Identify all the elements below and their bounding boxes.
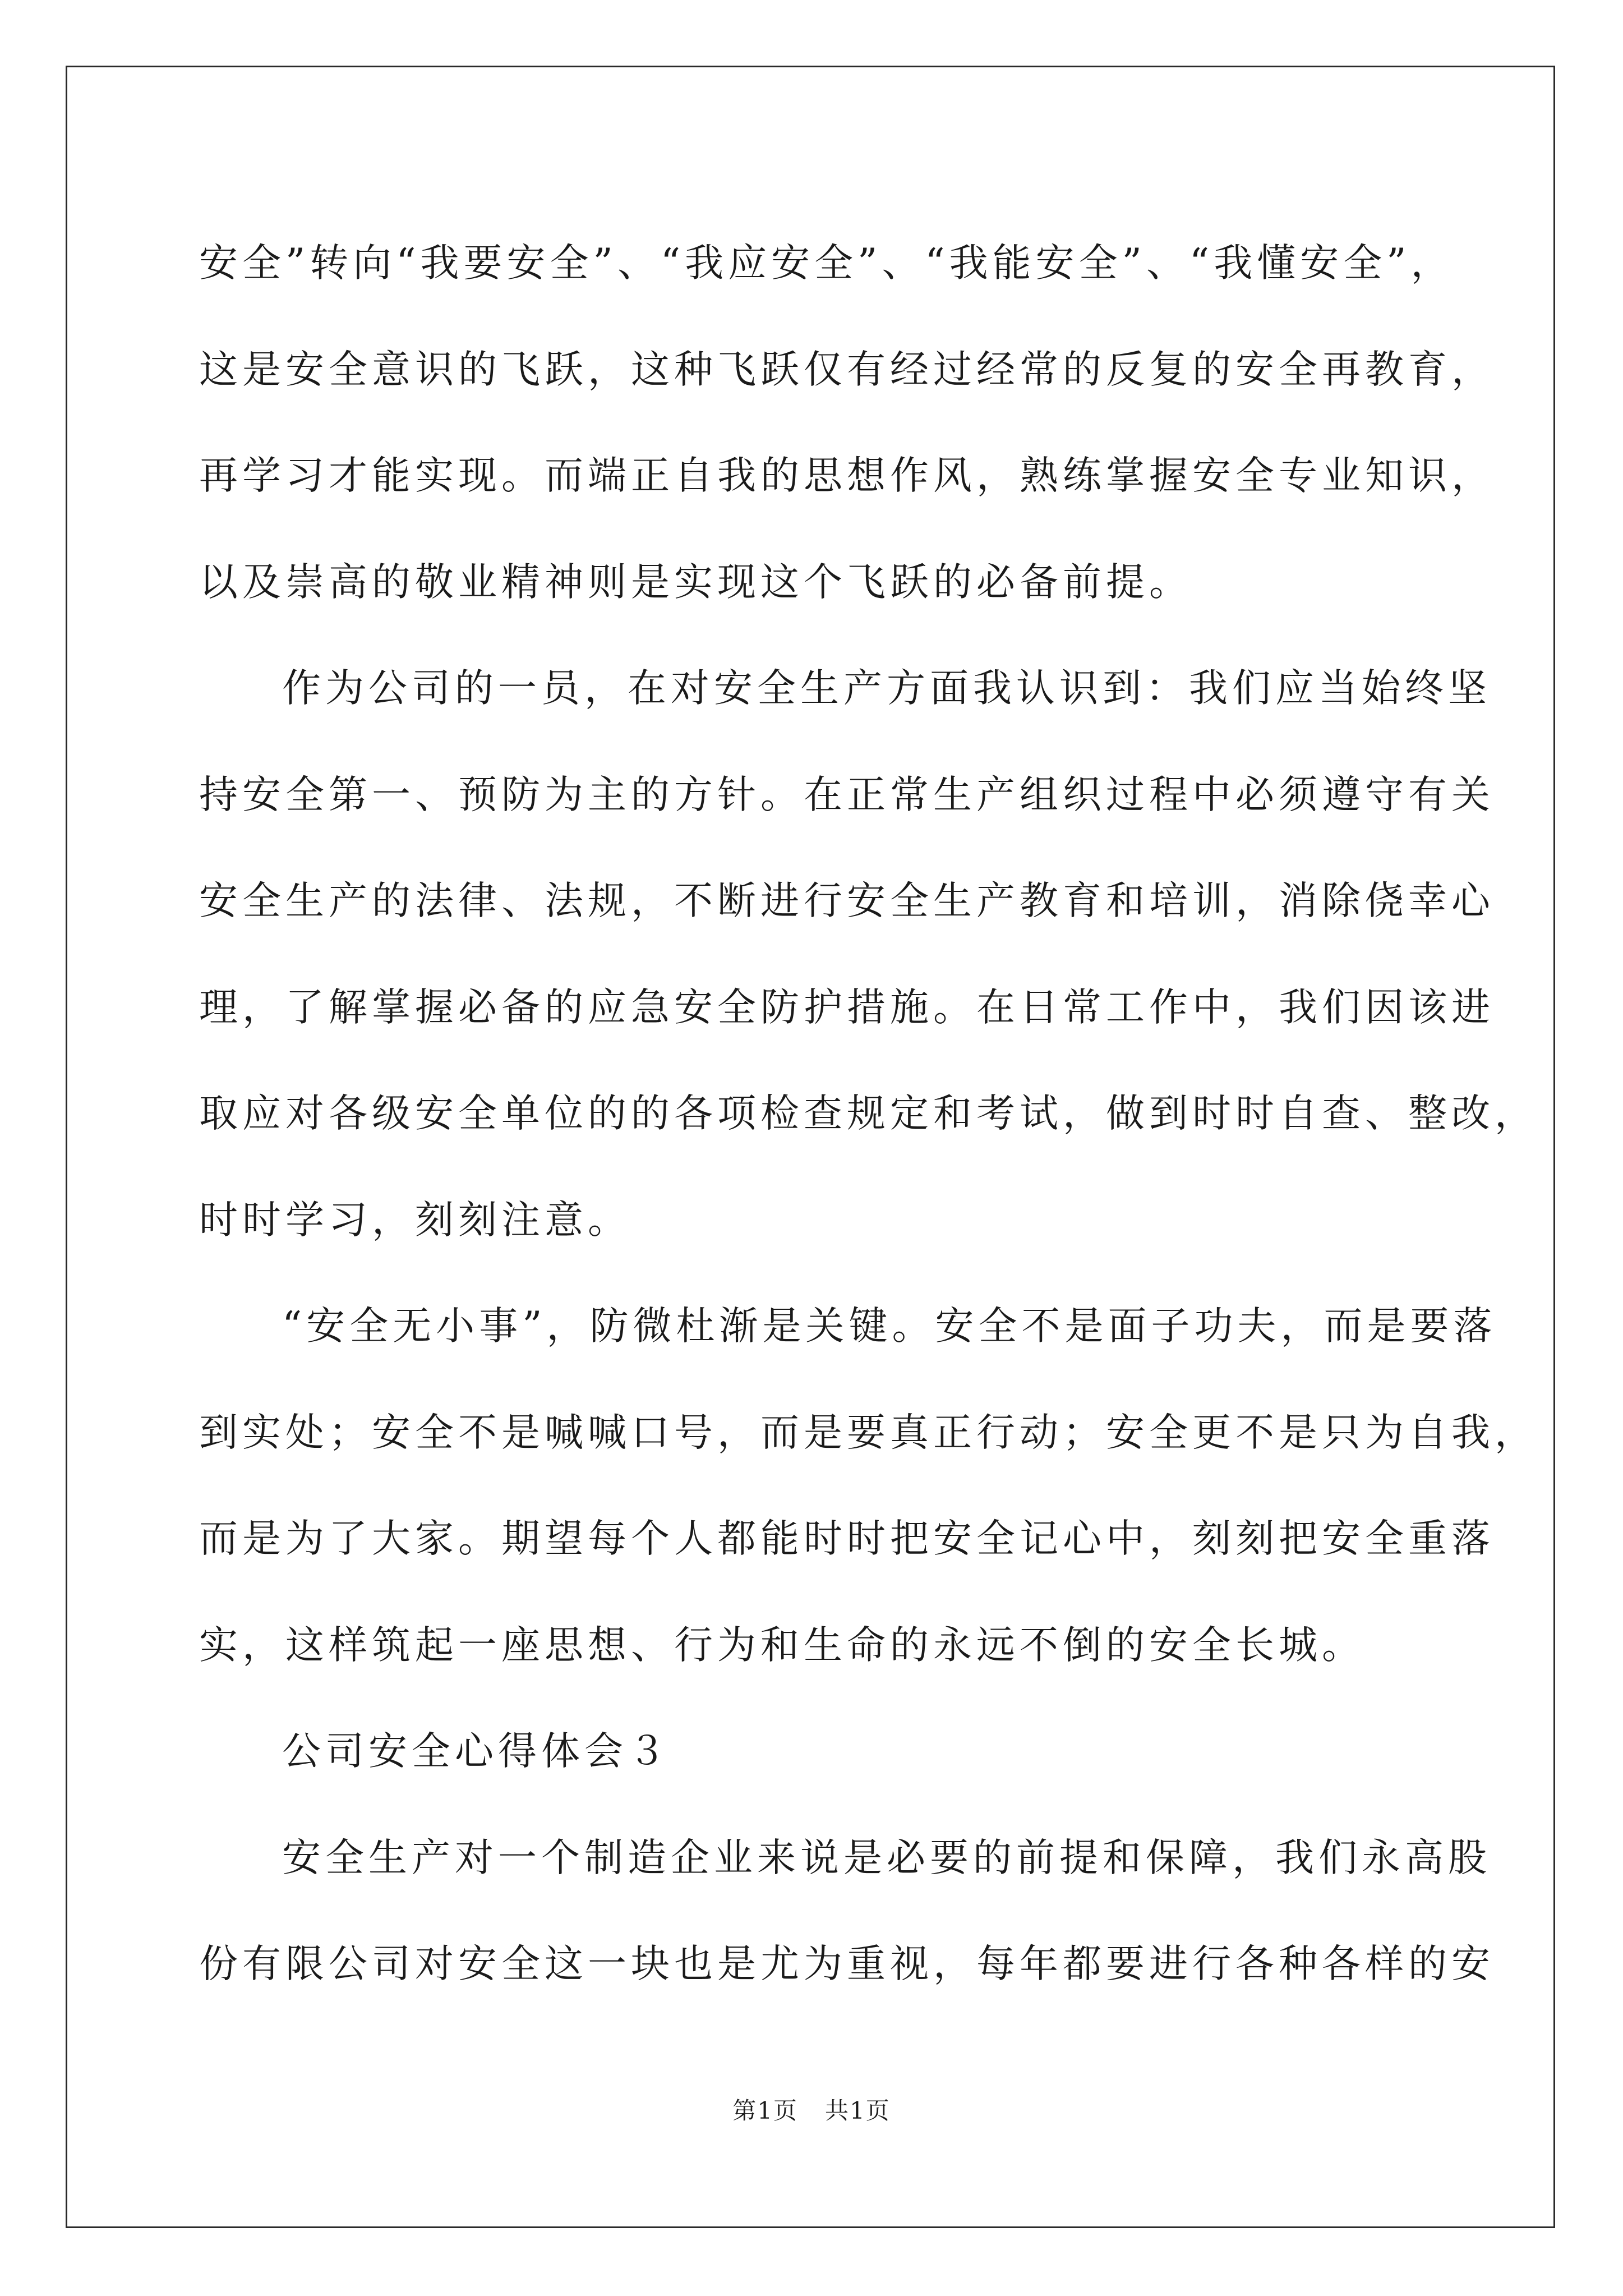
paragraph-start-line: 作为公司的一员，在对安全生产方面我认识到：我们应当始终坚 (282, 666, 1491, 711)
paragraph-start-line: 安全生产对一个制造企业来说是必要的前提和保障，我们永高股 (282, 1835, 1491, 1880)
text-line: 理，了解掌握必备的应急安全防护措施。在日常工作中，我们因该进 (199, 984, 1495, 1030)
page-number: 第1页 (732, 2097, 798, 2124)
text-line: 安全生产的法律、法规，不断进行安全生产教育和培训，消除侥幸心 (199, 878, 1495, 923)
text-line: 份有限公司对安全这一块也是尤为重视，每年都要进行各种各样的安 (199, 1941, 1495, 1986)
paragraph-start-line: “安全无小事”，防微杜渐是关键。安全不是面子功夫，而是要落 (282, 1304, 1497, 1349)
text-line: 时时学习，刻刻注意。 (199, 1197, 631, 1243)
text-line: 到实处；安全不是喊喊口号，而是要真正行动；安全更不是只为自我， (199, 1410, 1538, 1455)
text-line: 以及崇高的敬业精神则是实现这个飞跃的必备前提。 (199, 559, 1192, 605)
text-line: 安全”转向“我要安全”、“我应安全”、“我能安全”、“我懂安全”， (199, 241, 1454, 286)
document-body (199, 210, 1538, 2018)
text-line: 再学习才能实现。而端正自我的思想作风，熟练掌握安全专业知识， (199, 453, 1495, 498)
text-line: 取应对各级安全单位的的各项检查规定和考试，做到时时自查、整改， (199, 1091, 1538, 1136)
text-line: 这是安全意识的飞跃，这种飞跃仅有经过经常的反复的安全再教育， (199, 347, 1495, 392)
text-line: 持安全第一、预防为主的方针。在正常生产组织过程中必须遵守有关 (199, 772, 1495, 817)
text-line: 实，这样筑起一座思想、行为和生命的永远不倒的安全长城。 (199, 1622, 1365, 1668)
page-total: 共1页 (825, 2097, 891, 2124)
page-footer (0, 2092, 1623, 2126)
text-line: 而是为了大家。期望每个人都能时时把安全记心中，刻刻把安全重落 (199, 1516, 1495, 1561)
section-heading: 公司安全心得体会３ (282, 1729, 671, 1774)
